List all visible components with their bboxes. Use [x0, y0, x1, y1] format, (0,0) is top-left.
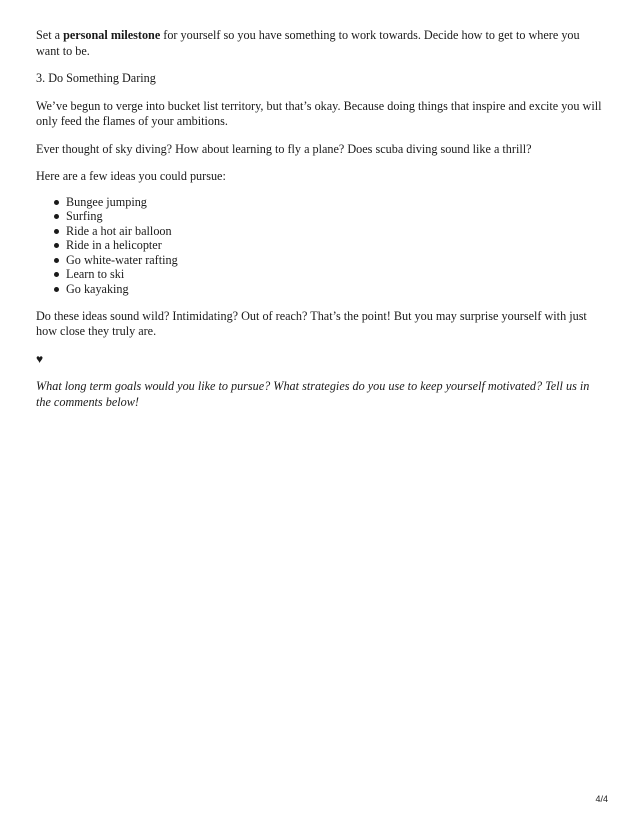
list-item: [54, 253, 602, 268]
text-segment: Set a: [36, 28, 64, 42]
list-item-label: Ride a hot air balloon: [66, 223, 172, 238]
bullet-icon: [54, 229, 59, 234]
document-page: [36, 28, 602, 422]
list-item-label: Go kayaking: [66, 282, 129, 297]
ideas-list: [36, 195, 602, 297]
list-item-label: Go white-water rafting: [66, 252, 178, 267]
bullet-icon: [54, 287, 59, 292]
list-item-label: Surfing: [66, 209, 103, 224]
list-item: [54, 238, 602, 253]
paragraph-ideas-intro: Here are a few ideas you could pursue:: [36, 169, 226, 183]
list-item-label: Ride in a helicopter: [66, 238, 162, 253]
list-item: [54, 282, 602, 297]
bullet-icon: [54, 200, 59, 205]
bullet-icon: [54, 214, 59, 219]
paragraph-questions: Ever thought of sky diving? How about learning to fly a plane? Does scuba diving sound like a thrill?: [36, 141, 532, 156]
page-number: 4/4: [595, 794, 608, 804]
list-item: [54, 267, 602, 282]
list-item: [54, 195, 602, 210]
paragraph-bucket-list: We’ve begun to verge into bucket list territory, but that’s okay. Because doing things that inspire and excite you will only feed the flames of your ambitions.: [36, 98, 602, 128]
list-item-label: Learn to ski: [66, 267, 125, 282]
list-item: [54, 209, 602, 224]
heart-icon: ♥: [36, 351, 44, 366]
list-item-label: Bungee jumping: [66, 194, 147, 209]
closing-question: What long term goals would you like to pursue? What strategies do you use to keep yourself motivated? Tell us in the comments below!: [36, 379, 590, 409]
section-heading: 3. Do Something Daring: [36, 71, 156, 85]
bullet-icon: [54, 272, 59, 277]
list-item: [54, 224, 602, 239]
paragraph-milestone: [36, 28, 602, 59]
bullet-icon: [54, 243, 59, 248]
bold-phrase: personal milestone: [63, 28, 161, 42]
paragraph-wild-ideas: Do these ideas sound wild? Intimidating? Out of reach? That’s the point! But you may surprise yourself with just how close they truly are.: [36, 308, 587, 339]
bullet-icon: [54, 258, 59, 263]
text-segment: for yourself so you have something to work towards. Decide how to get to where you want to be.: [36, 28, 580, 58]
